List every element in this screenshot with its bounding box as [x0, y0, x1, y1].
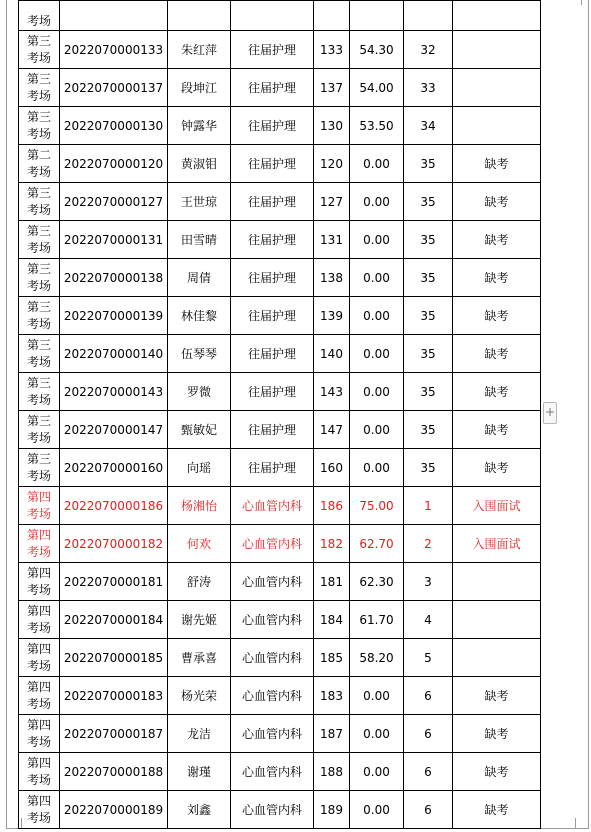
candidate-name-cell: 甄敏妃 [168, 411, 231, 449]
post-cell: 心血管内科 [231, 791, 314, 829]
venue-text: 第三 [26, 185, 51, 200]
candidate-name-cell: 王世琼 [168, 183, 231, 221]
venue-cell [19, 1, 60, 31]
exam-results-table [18, 0, 541, 829]
post-cell: 往届护理 [231, 449, 314, 487]
note-cell: 缺考 [453, 145, 541, 183]
note-cell: 缺考 [453, 259, 541, 297]
candidate-name-cell: 舒涛 [168, 563, 231, 601]
venue-text: 第三 [26, 223, 51, 238]
candidate-name-cell: 段坤江 [168, 69, 231, 107]
note-cell: 缺考 [453, 677, 541, 715]
table-row-partial [19, 1, 541, 31]
seat-code-cell: 189 [314, 791, 350, 829]
candidate-name-cell: 田雪晴 [168, 221, 231, 259]
candidate-id-cell: 2022070000131 [60, 221, 168, 259]
rank-cell: 5 [404, 639, 453, 677]
score-cell: 58.20 [350, 639, 404, 677]
note-cell: 缺考 [453, 373, 541, 411]
candidate-id-cell: 2022070000130 [60, 107, 168, 145]
table-row [19, 69, 541, 107]
note-cell: 缺考 [453, 411, 541, 449]
score-cell: 53.50 [350, 107, 404, 145]
post-cell: 往届护理 [231, 373, 314, 411]
venue-text: 考场 [26, 696, 51, 711]
venue-cell [19, 373, 60, 411]
rank-cell: 6 [404, 753, 453, 791]
candidate-id-cell [60, 1, 168, 31]
venue-text: 考场 [26, 316, 51, 331]
seat-code-cell: 160 [314, 449, 350, 487]
post-cell: 心血管内科 [231, 753, 314, 791]
candidate-id-cell: 2022070000137 [60, 69, 168, 107]
candidate-name-cell: 杨光荣 [168, 677, 231, 715]
candidate-id-cell: 2022070000147 [60, 411, 168, 449]
note-cell: 缺考 [453, 183, 541, 221]
post-cell: 心血管内科 [231, 601, 314, 639]
candidate-id-cell: 2022070000133 [60, 31, 168, 69]
note-cell [453, 107, 541, 145]
candidate-id-cell: 2022070000189 [60, 791, 168, 829]
candidate-name-cell: 钟露华 [168, 107, 231, 145]
seat-code-cell: 147 [314, 411, 350, 449]
candidate-id-cell: 2022070000120 [60, 145, 168, 183]
table-row [19, 335, 541, 373]
seat-code-cell: 188 [314, 753, 350, 791]
post-cell: 往届护理 [231, 221, 314, 259]
venue-text: 第三 [26, 451, 51, 466]
venue-text: 考场 [26, 392, 51, 407]
candidate-id-cell: 2022070000187 [60, 715, 168, 753]
rank-cell: 34 [404, 107, 453, 145]
rank-cell: 35 [404, 335, 453, 373]
seat-code-cell: 131 [314, 221, 350, 259]
venue-text: 考场 [26, 772, 51, 787]
venue-cell [19, 487, 60, 525]
rank-cell: 35 [404, 449, 453, 487]
candidate-id-cell: 2022070000186 [60, 487, 168, 525]
seat-code-cell: 138 [314, 259, 350, 297]
page-corner-mark-right [575, 818, 586, 828]
post-cell: 心血管内科 [231, 525, 314, 563]
table-row [19, 221, 541, 259]
score-cell: 61.70 [350, 601, 404, 639]
venue-text: 第四 [26, 641, 51, 656]
candidate-name-cell: 谢瑾 [168, 753, 231, 791]
note-cell [453, 601, 541, 639]
venue-text: 考场 [26, 126, 51, 141]
table-row [19, 601, 541, 639]
venue-cell [19, 677, 60, 715]
score-cell: 0.00 [350, 715, 404, 753]
post-cell: 往届护理 [231, 259, 314, 297]
table-row [19, 791, 541, 829]
rank-cell: 35 [404, 183, 453, 221]
venue-text: 第三 [26, 413, 51, 428]
table-row [19, 183, 541, 221]
venue-text: 考场 [26, 240, 51, 255]
venue-text: 考场 [26, 620, 51, 635]
post-cell: 往届护理 [231, 411, 314, 449]
seat-code-cell: 143 [314, 373, 350, 411]
rank-cell: 6 [404, 715, 453, 753]
venue-cell [19, 525, 60, 563]
venue-text: 考场 [26, 582, 51, 597]
score-cell [350, 1, 404, 31]
venue-cell [19, 563, 60, 601]
seat-code-cell: 182 [314, 525, 350, 563]
candidate-name-cell: 曹承喜 [168, 639, 231, 677]
venue-text: 第三 [26, 337, 51, 352]
table-row [19, 525, 541, 563]
score-cell: 0.00 [350, 753, 404, 791]
seat-code-cell: 137 [314, 69, 350, 107]
score-cell: 0.00 [350, 677, 404, 715]
note-cell: 缺考 [453, 715, 541, 753]
post-cell: 心血管内科 [231, 563, 314, 601]
candidate-id-cell: 2022070000184 [60, 601, 168, 639]
note-cell: 缺考 [453, 335, 541, 373]
venue-cell [19, 297, 60, 335]
table-row [19, 373, 541, 411]
venue-cell [19, 753, 60, 791]
seat-code-cell: 120 [314, 145, 350, 183]
candidate-name-cell: 伍琴琴 [168, 335, 231, 373]
candidate-name-cell: 刘鑫 [168, 791, 231, 829]
venue-cell [19, 791, 60, 829]
score-cell: 0.00 [350, 183, 404, 221]
venue-text: 考场 [26, 506, 51, 521]
candidate-name-cell: 黄淑钼 [168, 145, 231, 183]
candidate-id-cell: 2022070000140 [60, 335, 168, 373]
candidate-id-cell: 2022070000143 [60, 373, 168, 411]
venue-cell [19, 335, 60, 373]
candidate-name-cell: 周倩 [168, 259, 231, 297]
score-cell: 0.00 [350, 259, 404, 297]
score-cell: 0.00 [350, 411, 404, 449]
candidate-name-cell: 何欢 [168, 525, 231, 563]
candidate-name-cell: 向瑶 [168, 449, 231, 487]
table-row [19, 259, 541, 297]
venue-cell [19, 221, 60, 259]
rank-cell: 3 [404, 563, 453, 601]
score-cell: 0.00 [350, 335, 404, 373]
table-row [19, 487, 541, 525]
rank-cell: 35 [404, 297, 453, 335]
seat-code-cell: 184 [314, 601, 350, 639]
score-cell: 0.00 [350, 297, 404, 335]
venue-cell [19, 715, 60, 753]
score-cell: 0.00 [350, 791, 404, 829]
venue-text: 第四 [26, 489, 51, 504]
seat-code-cell: 140 [314, 335, 350, 373]
venue-cell [19, 639, 60, 677]
post-cell: 心血管内科 [231, 715, 314, 753]
venue-text: 第四 [26, 755, 51, 770]
candidate-name-cell [168, 1, 231, 31]
venue-text: 第四 [26, 793, 51, 808]
venue-cell [19, 107, 60, 145]
seat-code-cell: 130 [314, 107, 350, 145]
seat-code-cell: 186 [314, 487, 350, 525]
note-cell: 缺考 [453, 791, 541, 829]
table-row [19, 563, 541, 601]
note-cell: 缺考 [453, 297, 541, 335]
score-cell: 0.00 [350, 221, 404, 259]
venue-text: 考场 [26, 202, 51, 217]
candidate-name-cell: 罗微 [168, 373, 231, 411]
venue-cell [19, 411, 60, 449]
rank-cell: 35 [404, 259, 453, 297]
seat-code-cell: 181 [314, 563, 350, 601]
venue-text: 第三 [26, 71, 51, 86]
candidate-id-cell: 2022070000139 [60, 297, 168, 335]
candidate-name-cell: 朱红萍 [168, 31, 231, 69]
page-margin-mark [581, 0, 582, 5]
candidate-id-cell: 2022070000185 [60, 639, 168, 677]
post-cell: 心血管内科 [231, 487, 314, 525]
venue-text: 第二 [26, 147, 51, 162]
note-cell [453, 639, 541, 677]
candidate-id-cell: 2022070000188 [60, 753, 168, 791]
score-cell: 54.30 [350, 31, 404, 69]
seat-code-cell: 185 [314, 639, 350, 677]
exam-results-body [19, 1, 541, 829]
expand-handle-button[interactable]: + [543, 402, 557, 424]
table-row [19, 145, 541, 183]
note-cell: 缺考 [453, 449, 541, 487]
seat-code-cell: 139 [314, 297, 350, 335]
venue-text: 第三 [26, 33, 51, 48]
note-cell: 缺考 [453, 753, 541, 791]
venue-text: 考场 [26, 278, 51, 293]
score-cell: 0.00 [350, 145, 404, 183]
venue-text: 考场 [26, 430, 51, 445]
table-row [19, 411, 541, 449]
rank-cell: 1 [404, 487, 453, 525]
candidate-name-cell: 谢先姬 [168, 601, 231, 639]
venue-text: 第四 [26, 679, 51, 694]
venue-cell [19, 69, 60, 107]
post-cell: 心血管内科 [231, 677, 314, 715]
rank-cell: 35 [404, 145, 453, 183]
note-cell [453, 563, 541, 601]
seat-code-cell: 183 [314, 677, 350, 715]
rank-cell: 6 [404, 677, 453, 715]
table-row [19, 449, 541, 487]
rank-cell: 35 [404, 221, 453, 259]
post-cell [231, 1, 314, 31]
venue-cell [19, 31, 60, 69]
table-row [19, 107, 541, 145]
venue-text: 考场 [26, 164, 51, 179]
rank-cell: 6 [404, 791, 453, 829]
note-cell: 入围面试 [453, 487, 541, 525]
venue-text: 考场 [26, 810, 51, 825]
score-cell: 62.70 [350, 525, 404, 563]
venue-cell [19, 449, 60, 487]
venue-text: 第四 [26, 565, 51, 580]
post-cell: 往届护理 [231, 69, 314, 107]
note-cell: 缺考 [453, 221, 541, 259]
rank-cell: 32 [404, 31, 453, 69]
rank-cell: 4 [404, 601, 453, 639]
post-cell: 往届护理 [231, 297, 314, 335]
venue-text: 考场 [26, 544, 51, 559]
venue-text: 第三 [26, 299, 51, 314]
rank-cell: 35 [404, 411, 453, 449]
score-cell: 0.00 [350, 373, 404, 411]
venue-text: 第三 [26, 261, 51, 276]
venue-text: 考场 [26, 354, 51, 369]
venue-text: 考场 [26, 50, 51, 65]
score-cell: 75.00 [350, 487, 404, 525]
table-row [19, 639, 541, 677]
table-row [19, 31, 541, 69]
venue-text: 第三 [26, 375, 51, 390]
venue-text: 考场 [26, 468, 51, 483]
venue-text: 第四 [26, 717, 51, 732]
candidate-id-cell: 2022070000182 [60, 525, 168, 563]
post-cell: 往届护理 [231, 107, 314, 145]
rank-cell: 33 [404, 69, 453, 107]
post-cell: 往届护理 [231, 183, 314, 221]
note-cell: 入围面试 [453, 525, 541, 563]
candidate-id-cell: 2022070000138 [60, 259, 168, 297]
seat-code-cell [314, 1, 350, 31]
venue-cell [19, 145, 60, 183]
seat-code-cell: 133 [314, 31, 350, 69]
table-row [19, 677, 541, 715]
venue-text: 考场 [26, 14, 51, 28]
candidate-id-cell: 2022070000160 [60, 449, 168, 487]
venue-text: 考场 [26, 734, 51, 749]
rank-cell: 2 [404, 525, 453, 563]
candidate-name-cell: 林佳黎 [168, 297, 231, 335]
venue-text: 第三 [26, 109, 51, 124]
venue-text: 考场 [26, 88, 51, 103]
candidate-id-cell: 2022070000181 [60, 563, 168, 601]
venue-cell [19, 183, 60, 221]
venue-text: 考场 [26, 658, 51, 673]
score-cell: 54.00 [350, 69, 404, 107]
candidate-id-cell: 2022070000127 [60, 183, 168, 221]
post-cell: 往届护理 [231, 335, 314, 373]
venue-cell [19, 601, 60, 639]
candidate-id-cell: 2022070000183 [60, 677, 168, 715]
candidate-name-cell: 龙洁 [168, 715, 231, 753]
venue-text: 第四 [26, 527, 51, 542]
note-cell [453, 1, 541, 31]
note-cell [453, 31, 541, 69]
venue-text: 第四 [26, 603, 51, 618]
score-cell: 0.00 [350, 449, 404, 487]
candidate-name-cell: 杨湘怡 [168, 487, 231, 525]
rank-cell: 35 [404, 373, 453, 411]
post-cell: 往届护理 [231, 145, 314, 183]
post-cell: 往届护理 [231, 31, 314, 69]
table-row [19, 297, 541, 335]
table-row [19, 715, 541, 753]
score-cell: 62.30 [350, 563, 404, 601]
rank-cell [404, 1, 453, 31]
table-row [19, 753, 541, 791]
seat-code-cell: 187 [314, 715, 350, 753]
venue-cell [19, 259, 60, 297]
post-cell: 心血管内科 [231, 639, 314, 677]
seat-code-cell: 127 [314, 183, 350, 221]
note-cell [453, 69, 541, 107]
